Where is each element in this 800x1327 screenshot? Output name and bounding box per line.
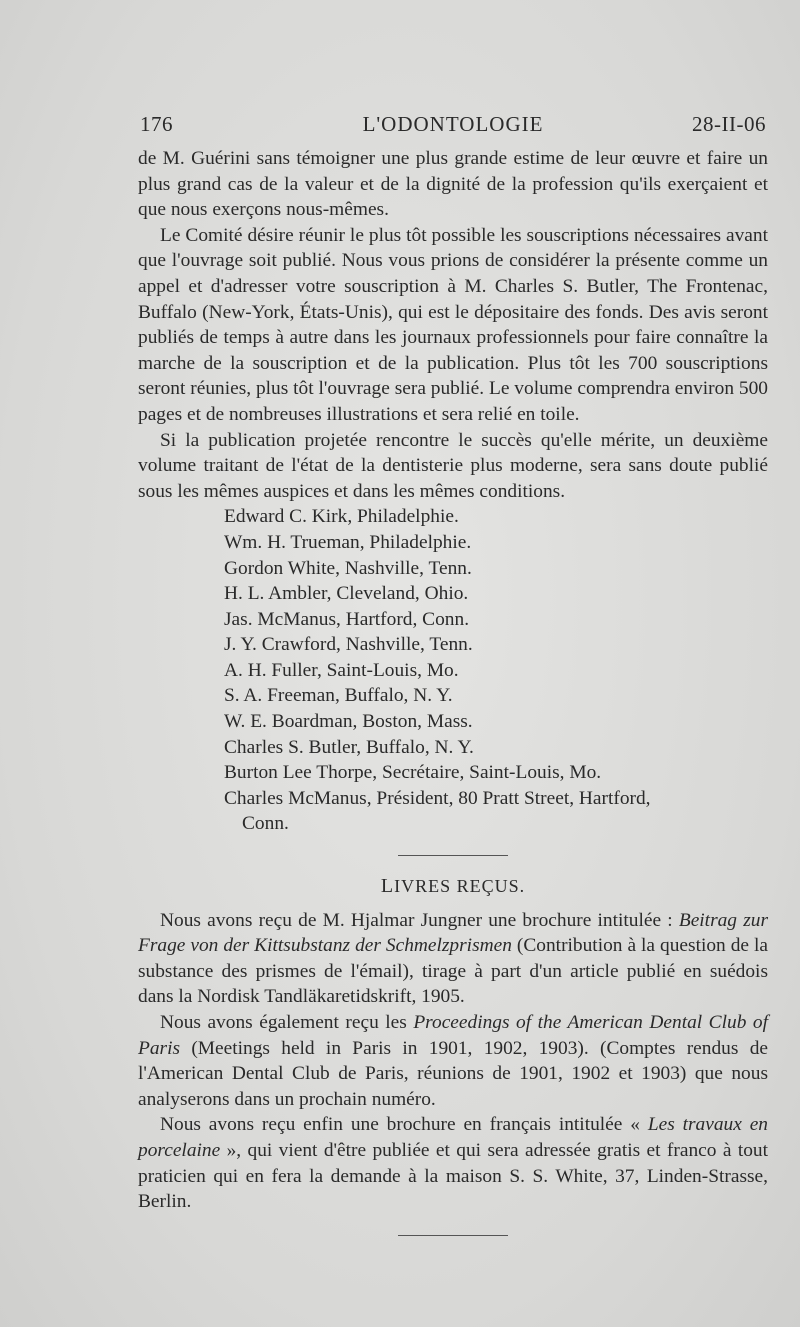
- section-divider: [398, 855, 508, 856]
- page-body: [138, 146, 768, 1236]
- signatories-list: [224, 504, 768, 837]
- signatory: J. Y. Crawford, Nashville, Tenn.: [224, 634, 473, 656]
- signatory: Charles S. Butler, Buffalo, N. Y.: [224, 736, 474, 758]
- page-header: [140, 112, 766, 140]
- signatory: Wm. H. Trueman, Philadelphie.: [224, 531, 472, 553]
- signatory: S. A. Freeman, Buffalo, N. Y.: [224, 685, 453, 707]
- issue-date: 28-II-06: [692, 112, 766, 136]
- signatory-continuation: Conn.: [242, 813, 289, 835]
- paragraph-text: (Contribution à la question de la substance des prismes de l'émail), tirage à part d'un article publié en suédois dans la Nordisk Tandläkaretidskrift, 1905.: [138, 935, 768, 1008]
- paragraph-text: Nous avons reçu enfin une brochure en français intitulée «: [160, 1114, 648, 1136]
- paragraph: [138, 1112, 768, 1214]
- paragraph: Si la publication projetée rencontre le succès qu'elle mérite, un deuxième volume traitant de l'état de la dentisterie plus moderne, sera sans doute publié sous les mêmes auspices et dans les mêmes conditions.: [138, 429, 768, 502]
- paragraph: Le Comité désire réunir le plus tôt possible les souscriptions nécessaires avant que l'ouvrage soit publié. Nous vous prions de considérer la présente comme un appel et d'adresser votre souscription à M. Charles S. Butler, The Frontenac, Buffalo (New-York, États-Unis), qui est le dépositaire des fonds. Des avis seront publiés de temps à autre dans les journaux professionnels pour faire connaître la marche de la souscription et de la publication. Plus tôt les 700 souscriptions seront réunies, plus tôt l'ouvrage sera publié. Le volume comprendra environ 500 pages et de nombreuses illustrations et sera relié en toile.: [138, 224, 768, 425]
- title-italic: Les travaux en porcelaine: [138, 1114, 769, 1161]
- page-number: 176: [140, 112, 173, 136]
- signatory: Jas. McManus, Hartford, Conn.: [224, 608, 470, 630]
- title-italic: Beitrag zur Frage von der Kittsubstanz der Schmelzprismen: [138, 909, 768, 957]
- running-title: L'ODONTOLOGIE: [362, 112, 544, 136]
- paragraph-text: Nous avons reçu de M. Hjalmar Jungner une brochure intitulée :: [160, 909, 679, 931]
- paragraph-text: (Meetings held in Paris in 1901, 1902, 1903). (Comptes rendus de l'American Dental Club de Paris, réunions de 1901, 1902 et 1903) que nous analyserons dans un prochain numéro.: [138, 1037, 768, 1110]
- signatory: W. E. Boardman, Boston, Mass.: [224, 711, 473, 733]
- paragraph: [138, 908, 768, 1010]
- title-italic: Proceedings of the American Dental Club of Paris: [138, 1012, 768, 1059]
- end-divider: [398, 1235, 508, 1236]
- signatory: Burton Lee Thorpe, Secrétaire, Saint-Louis, Mo.: [224, 762, 602, 784]
- signatory: Edward C. Kirk, Philadelphie.: [224, 506, 459, 528]
- signatory: Charles McManus, Président, 80 Pratt Street, Hartford,: [224, 787, 651, 809]
- paragraph-text: », qui vient d'être publiée et qui sera adressée gratis et franco à tout praticien qui en fera la demande à la maison S. S. White, 37, Linden-Strasse, Berlin.: [138, 1139, 768, 1213]
- signatory: H. L. Ambler, Cleveland, Ohio.: [224, 583, 469, 605]
- section-title-initial: L: [380, 875, 395, 898]
- signatory: Gordon White, Nashville, Tenn.: [224, 557, 472, 579]
- paragraph: de M. Guérini sans témoigner une plus grande estime de leur œuvre et faire un plus grand cas de la valeur et de la dignité de la profession qu'ils exerçaient et que nous exerçons nous-mêmes.: [138, 148, 768, 221]
- paragraph-text: Nous avons également reçu les: [160, 1012, 414, 1033]
- signatory: A. H. Fuller, Saint-Louis, Mo.: [224, 659, 459, 681]
- section-title-rest: IVRES REÇUS.: [394, 876, 526, 897]
- section-title: [138, 874, 768, 900]
- paragraph: [138, 1010, 768, 1112]
